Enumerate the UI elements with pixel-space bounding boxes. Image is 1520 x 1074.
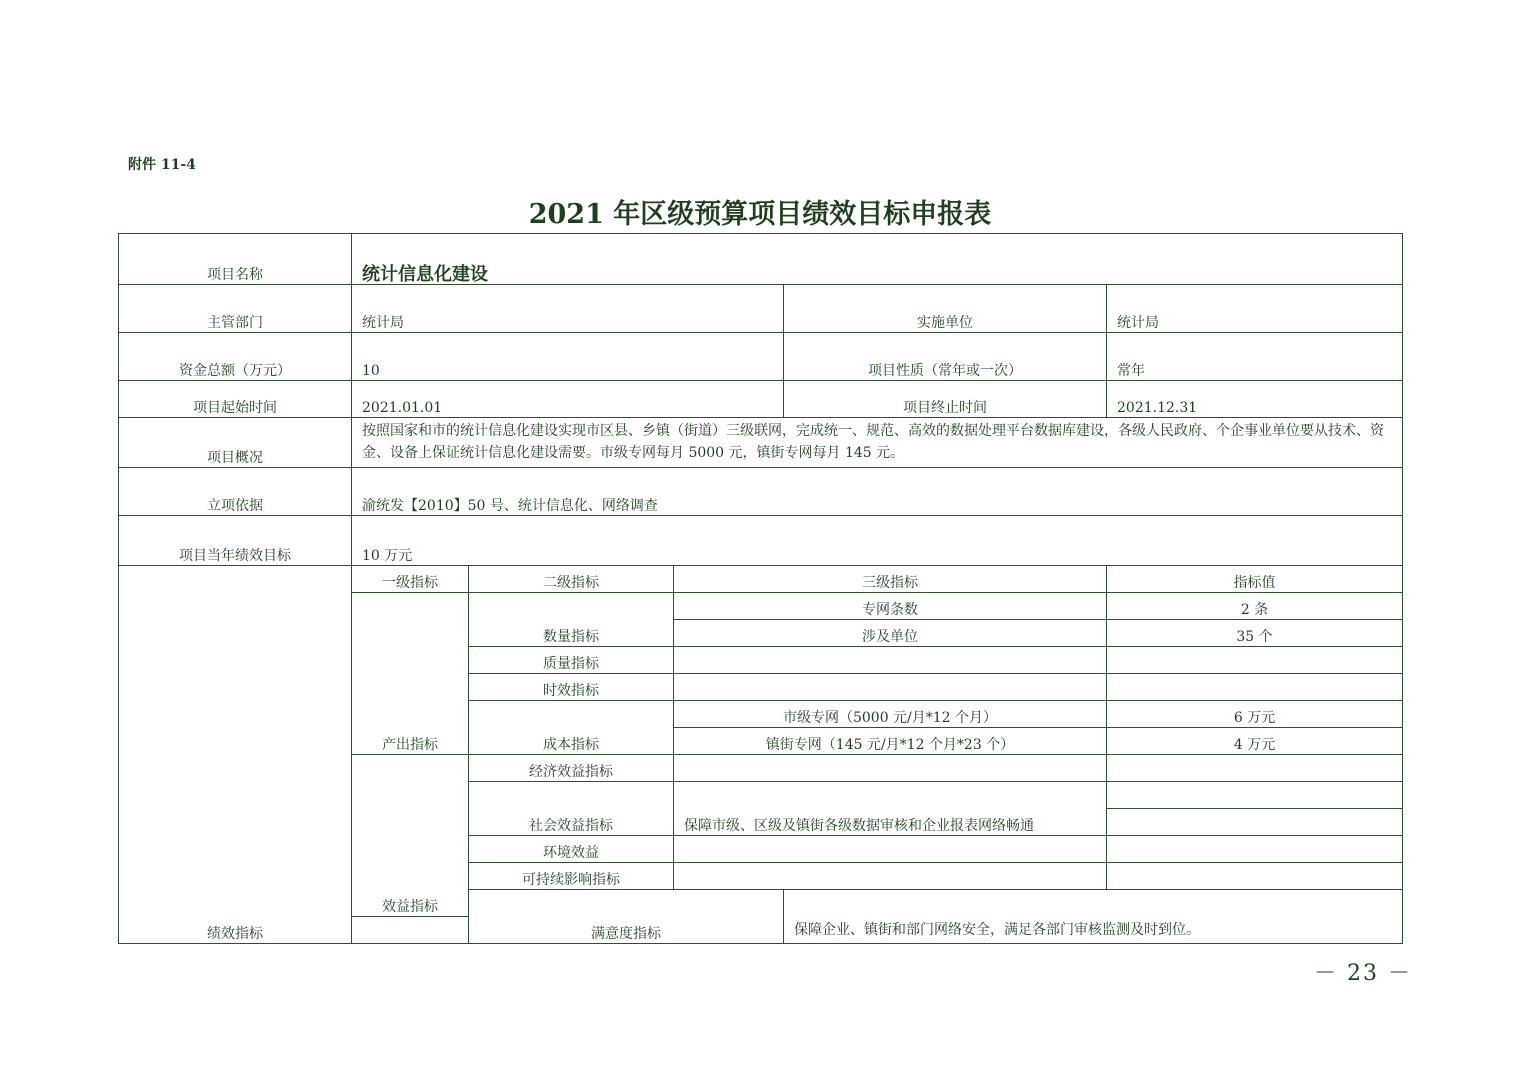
quantity-item-name: 涉及单位	[674, 620, 1107, 647]
header-value: 指标值	[1107, 566, 1403, 593]
target-label: 项目当年绩效目标	[119, 516, 352, 566]
overview-value: 按照国家和市的统计信息化建设实现市区县、乡镇（街道）三级联网，完成统一、规范、高效的数据处理平台数据库建设，各级人民政府、个企事业单位要从技术、资金、设备上保证统计信息化建设需要。市级专网每月 5000 元，镇街专网每月 145 元。	[352, 418, 1403, 468]
social-item-value	[1107, 809, 1403, 836]
funds-value: 10	[352, 333, 784, 381]
basis-label: 立项依据	[119, 468, 352, 516]
impl-label: 实施单位	[784, 285, 1107, 333]
timeliness-item-name	[674, 674, 1107, 701]
quantity-item-value: 2 条	[1107, 593, 1403, 620]
sustain-indicator-label: 可持续影响指标	[469, 863, 674, 890]
timeliness-item-value	[1107, 674, 1403, 701]
performance-indicators-label: 绩效指标	[119, 566, 352, 944]
funds-label: 资金总额（万元）	[119, 333, 352, 381]
annex-label: 附件 11-4	[128, 157, 196, 173]
output-indicator-label: 产出指标	[352, 593, 469, 755]
dept-label: 主管部门	[119, 285, 352, 333]
row-target	[119, 516, 1403, 566]
satisfaction-item-value-empty	[352, 917, 469, 944]
timeliness-indicator-label: 时效指标	[469, 674, 674, 701]
social-item-value	[1107, 782, 1403, 809]
sustain-item-value	[1107, 863, 1403, 890]
nature-value: 常年	[1107, 333, 1403, 381]
cost-item-value: 6 万元	[1107, 701, 1403, 728]
quantity-item-name: 专网条数	[674, 593, 1107, 620]
sustain-item-name	[674, 863, 1107, 890]
basis-value: 渝统发【2010】50 号、统计信息化、网络调查	[352, 468, 1403, 516]
target-value: 10 万元	[352, 516, 1403, 566]
end-label: 项目终止时间	[784, 381, 1107, 418]
env-item-value	[1107, 836, 1403, 863]
header-level3: 三级指标	[674, 566, 1107, 593]
form-title: 2021 年区级预算项目绩效目标申报表	[528, 199, 992, 230]
cost-item-name: 镇街专网（145 元/月*12 个月*23 个）	[674, 728, 1107, 755]
impl-value: 统计局	[1107, 285, 1403, 333]
row-project-name	[119, 234, 1403, 285]
economic-item-value	[1107, 755, 1403, 782]
project-name-value: 统计信息化建设	[352, 234, 1403, 285]
benefit-indicator-label: 效益指标	[352, 755, 469, 917]
nature-label: 项目性质（常年或一次）	[784, 333, 1107, 381]
project-name-label: 项目名称	[119, 234, 352, 285]
cost-indicator-label: 成本指标	[469, 701, 674, 755]
satisfaction-indicator-label: 满意度指标	[469, 890, 784, 944]
page-number: － 23 －	[1314, 961, 1412, 986]
start-label: 项目起始时间	[119, 381, 352, 418]
row-department	[119, 285, 1403, 333]
quality-item-value	[1107, 647, 1403, 674]
end-value: 2021.12.31	[1107, 381, 1403, 418]
header-level1: 一级指标	[352, 566, 469, 593]
start-value: 2021.01.01	[352, 381, 784, 418]
row-funds	[119, 333, 1403, 381]
row-overview	[119, 418, 1403, 468]
performance-target-form	[118, 233, 1403, 944]
indicator-header-row	[119, 566, 1403, 593]
quantity-indicator-label: 数量指标	[469, 593, 674, 647]
economic-indicator-label: 经济效益指标	[469, 755, 674, 782]
cost-item-value: 4 万元	[1107, 728, 1403, 755]
dept-value: 统计局	[352, 285, 784, 333]
quality-item-name	[674, 647, 1107, 674]
env-item-name	[674, 836, 1107, 863]
quality-indicator-label: 质量指标	[469, 647, 674, 674]
overview-label: 项目概况	[119, 418, 352, 468]
header-level2: 二级指标	[469, 566, 674, 593]
quantity-item-value: 35 个	[1107, 620, 1403, 647]
row-dates	[119, 381, 1403, 418]
cost-item-name: 市级专网（5000 元/月*12 个月）	[674, 701, 1107, 728]
social-item-desc: 保障市级、区级及镇街各级数据审核和企业报表网络畅通	[674, 782, 1107, 836]
economic-item-name	[674, 755, 1107, 782]
social-indicator-label: 社会效益指标	[469, 782, 674, 836]
satisfaction-item-desc: 保障企业、镇街和部门网络安全，满足各部门审核监测及时到位。	[784, 890, 1403, 944]
row-basis	[119, 468, 1403, 516]
env-indicator-label: 环境效益	[469, 836, 674, 863]
